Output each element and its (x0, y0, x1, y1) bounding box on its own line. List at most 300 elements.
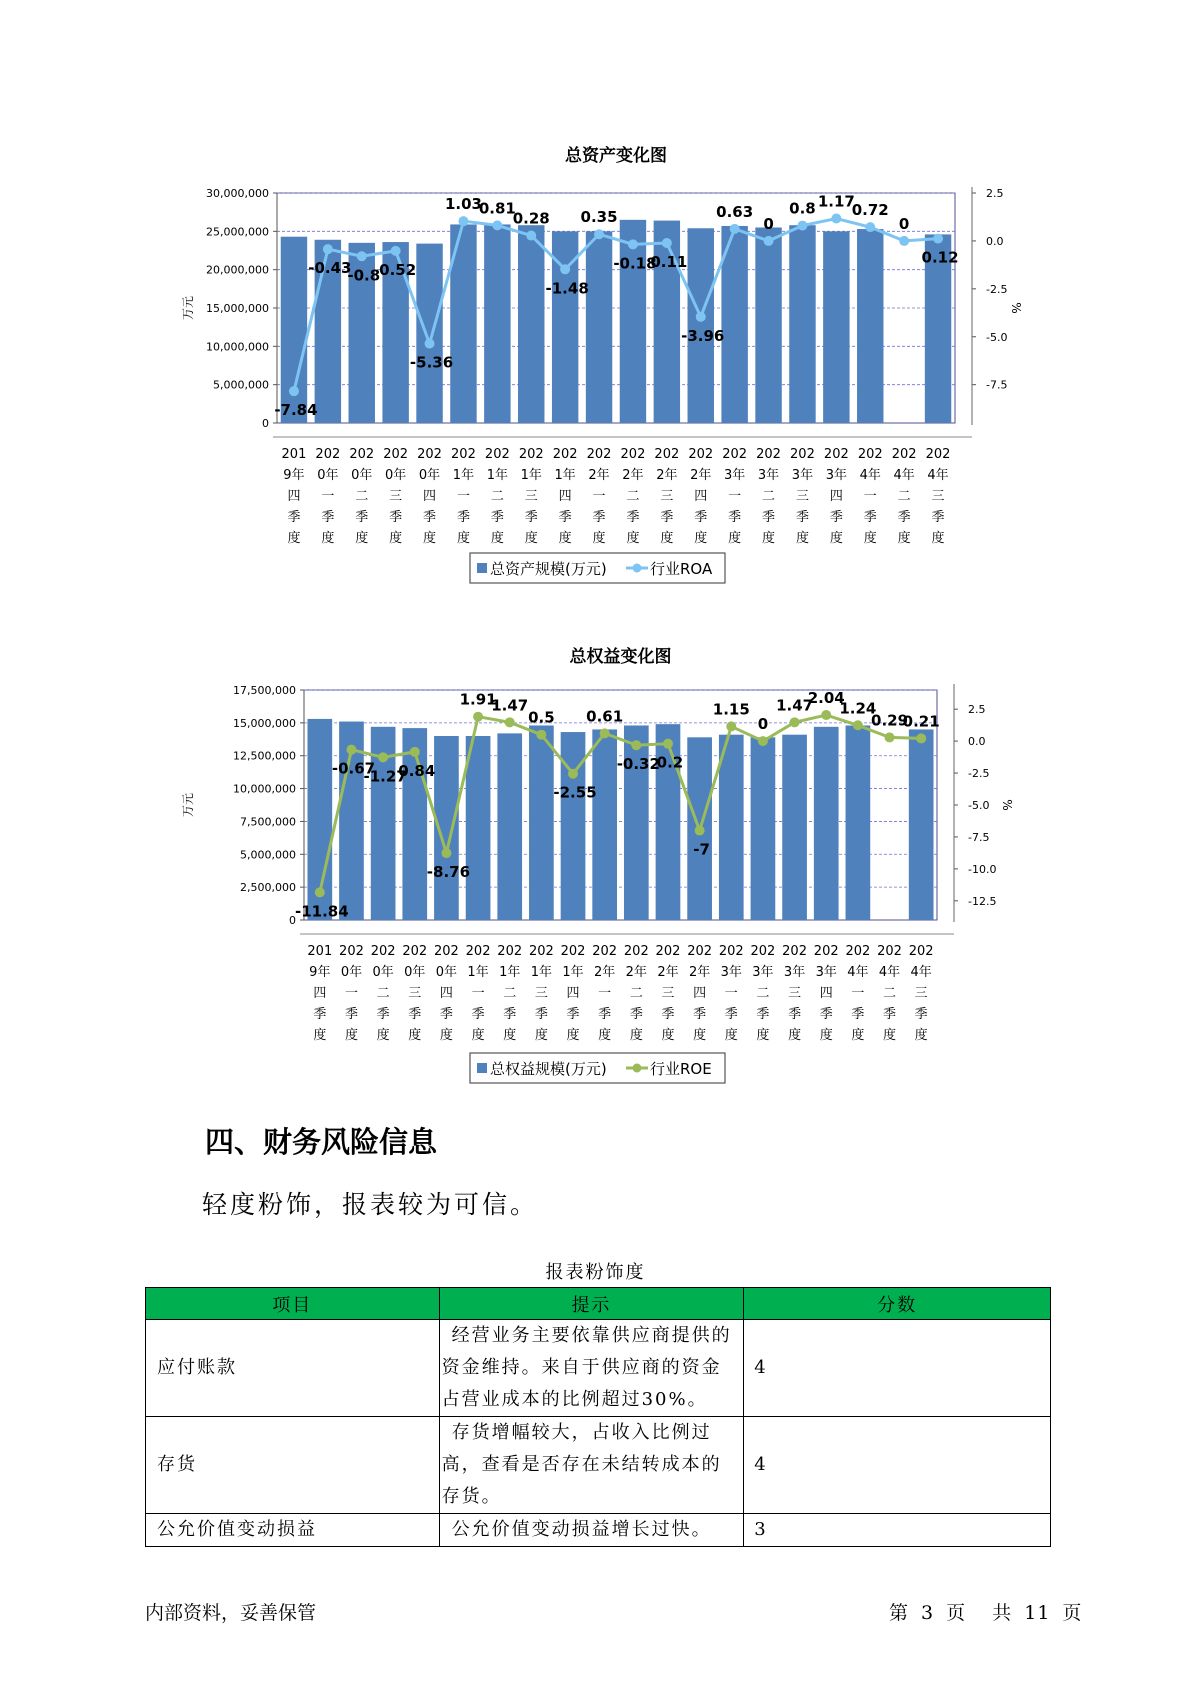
x-tick-label: 202 (845, 944, 871, 959)
x-tick-label: 度 (524, 531, 538, 546)
x-tick-label: 度 (694, 531, 708, 546)
x-tick-label: 度 (592, 531, 606, 546)
x-tick-label: 季 (408, 1007, 422, 1022)
y2-tick-label: -5.0 (986, 330, 1008, 344)
x-tick-label: 四 (423, 489, 437, 504)
x-tick-label: 度 (503, 1028, 517, 1043)
x-tick-label: 季 (287, 510, 301, 525)
y-axis-label: 万元 (181, 792, 195, 818)
bar (654, 221, 680, 423)
bar (719, 735, 744, 920)
y-tick-label: 25,000,000 (206, 225, 269, 239)
x-tick-label: 202 (434, 944, 459, 959)
row-score: 4 (744, 1417, 1051, 1514)
data-label: 0.8 (789, 199, 816, 218)
data-label: 0.29 (871, 711, 909, 730)
x-tick-label: 季 (471, 1007, 485, 1022)
line-point (323, 244, 333, 254)
data-label: -0.67 (331, 759, 376, 778)
row-item: 存货 (146, 1417, 440, 1514)
x-tick-label: 度 (471, 1028, 485, 1043)
data-label: 0 (898, 214, 910, 233)
data-label: -0.8 (347, 266, 381, 285)
data-label: 0.72 (851, 201, 889, 220)
data-label: 0.5 (528, 708, 555, 727)
data-label: 1.15 (712, 700, 750, 719)
table-caption: 报表粉饰度 (545, 1262, 646, 1283)
y2-tick-label: -10.0 (968, 862, 997, 876)
y-tick-label: 15,000,000 (206, 302, 269, 315)
x-tick-label: 季 (344, 1007, 358, 1022)
x-tick-label: 度 (851, 1028, 865, 1043)
x-tick-label: 季 (762, 510, 776, 525)
x-tick-label: 三 (389, 489, 403, 504)
x-tick-label: 四 (566, 986, 580, 1001)
data-label: -7.84 (274, 401, 318, 420)
x-tick-label: 2年 (656, 468, 678, 483)
x-tick-label: 季 (897, 510, 911, 525)
x-tick-label: 3年 (752, 965, 774, 980)
data-label: -0.43 (308, 259, 352, 278)
data-label: 1.91 (459, 690, 497, 709)
x-tick-label: 季 (566, 1007, 580, 1022)
x-tick-label: 四 (829, 489, 843, 504)
y-tick-label: 7,500,000 (240, 815, 296, 829)
x-tick-label: 202 (908, 944, 934, 959)
whitewash-table (145, 1287, 1051, 1547)
bar (466, 736, 491, 920)
y2-tick-label: -12.5 (968, 894, 997, 908)
footer-confidential: 内部资料，妥善保管 (145, 1602, 317, 1624)
x-tick-label: 季 (313, 1007, 327, 1022)
x-tick-label: 202 (823, 447, 849, 462)
y-tick-label: 0 (289, 914, 296, 927)
x-tick-label: 季 (756, 1007, 770, 1022)
x-tick-label: 季 (863, 510, 877, 525)
x-tick-label: 一 (863, 489, 877, 504)
x-tick-label: 度 (819, 1028, 833, 1043)
row-hint: 公允价值变动损益增长过快。 (439, 1514, 744, 1547)
total-unit: 页 (1062, 1602, 1083, 1624)
x-tick-label: 度 (897, 531, 911, 546)
y2-tick-label: -7.5 (986, 378, 1008, 392)
data-label: -0.32 (616, 755, 660, 774)
x-tick-label: 0年 (404, 965, 426, 980)
x-tick-label: 202 (687, 944, 713, 959)
x-tick-label: 1年 (499, 965, 521, 980)
x-tick-label: 度 (389, 531, 403, 546)
data-label: -7 (693, 840, 710, 859)
x-tick-label: 202 (688, 447, 714, 462)
x-tick-label: 202 (756, 447, 781, 462)
line-point (526, 231, 536, 241)
x-tick-label: 季 (883, 1007, 897, 1022)
x-tick-label: 四 (439, 986, 453, 1001)
data-label: -1.48 (545, 279, 589, 298)
x-tick-label: 季 (355, 510, 369, 525)
x-tick-label: 季 (629, 1007, 643, 1022)
row-hint: 经营业务主要依靠供应商提供的资金维持。来自于供应商的资金占营业成本的比例超过30%。 (439, 1320, 744, 1417)
x-tick-label: 二 (756, 986, 770, 1001)
line-point (425, 339, 435, 349)
line-point (492, 220, 502, 230)
line-point (726, 721, 736, 731)
header-item: 项目 (146, 1288, 440, 1320)
line-point (289, 386, 299, 396)
x-tick-label: 202 (654, 447, 680, 462)
x-tick-label: 度 (408, 1028, 422, 1043)
line-point (662, 238, 672, 248)
x-tick-label: 季 (592, 510, 606, 525)
line-point (899, 236, 909, 246)
page-unit: 页 (946, 1602, 967, 1624)
y2-tick-label: -2.5 (968, 767, 990, 781)
total-prefix: 共 (992, 1602, 1013, 1624)
x-tick-label: 一 (471, 986, 485, 1001)
y2-tick-label: -2.5 (986, 282, 1008, 296)
x-tick-label: 0年 (351, 468, 373, 483)
y-tick-label: 10,000,000 (233, 782, 296, 796)
total-equity-chart (0, 640, 1191, 1100)
x-tick-label: 4年 (893, 468, 915, 483)
x-tick-label: 201 (307, 944, 333, 959)
x-tick-label: 202 (813, 944, 839, 959)
x-tick-label: 202 (750, 944, 776, 959)
x-tick-label: 1年 (554, 468, 576, 483)
x-tick-label: 三 (795, 489, 809, 504)
x-tick-label: 四 (558, 489, 572, 504)
x-tick-label: 度 (629, 1028, 643, 1043)
legend-line-marker (633, 564, 642, 573)
x-tick-label: 季 (439, 1007, 453, 1022)
y-tick-label: 17,500,000 (233, 684, 296, 697)
data-label: -1.27 (363, 767, 407, 786)
data-label: -2.55 (553, 783, 597, 802)
x-tick-label: 季 (534, 1007, 548, 1022)
x-tick-label: 202 (451, 447, 476, 462)
x-tick-label: 3年 (720, 965, 742, 980)
x-tick-label: 202 (620, 447, 646, 462)
table-header-row (146, 1288, 1051, 1320)
x-tick-label: 度 (788, 1028, 802, 1043)
x-tick-label: 季 (626, 510, 640, 525)
chart-title: 总权益变化图 (569, 647, 672, 667)
data-label: 1.24 (839, 699, 877, 718)
x-tick-label: 度 (439, 1028, 453, 1043)
legend-line-label: 行业ROA (650, 560, 713, 578)
bar (529, 725, 554, 920)
line-point (758, 736, 768, 746)
x-tick-label: 度 (490, 531, 504, 546)
line-point (865, 222, 875, 232)
x-tick-label: 202 (925, 447, 951, 462)
x-tick-label: 季 (724, 1007, 738, 1022)
x-tick-label: 季 (851, 1007, 865, 1022)
x-tick-label: 4年 (878, 965, 901, 980)
x-tick-label: 三 (534, 986, 548, 1001)
x-tick-label: 202 (592, 944, 618, 959)
line-point (797, 221, 807, 231)
data-label: -3.96 (681, 326, 725, 345)
line-point (600, 728, 610, 738)
x-tick-label: 季 (931, 510, 945, 525)
x-tick-label: 季 (829, 510, 843, 525)
total-assets-chart (0, 140, 1191, 600)
x-tick-label: 四 (693, 986, 707, 1001)
x-tick-label: 0年 (418, 468, 441, 483)
y-tick-label: 5,000,000 (240, 848, 296, 862)
data-label: 0.81 (478, 199, 516, 218)
row-hint: 存货增幅较大，占收入比例过高，查看是否存在未结转成本的存货。 (439, 1417, 744, 1514)
x-tick-label: 202 (891, 447, 917, 462)
x-tick-label: 202 (623, 944, 649, 959)
section-summary: 轻度粉饰，报表较为可信。 (202, 1190, 539, 1219)
x-tick-label: 202 (877, 944, 902, 959)
x-tick-label: 3年 (825, 468, 847, 483)
x-tick-label: 202 (560, 944, 586, 959)
y2-tick-label: -7.5 (968, 830, 990, 844)
row-item: 应付账款 (146, 1320, 440, 1417)
x-tick-label: 4年 (910, 965, 932, 980)
x-tick-label: 三 (524, 489, 538, 504)
y-tick-label: 12,500,000 (233, 749, 296, 763)
x-tick-label: 1年 (562, 965, 584, 980)
line-point (391, 246, 401, 256)
x-tick-label: 三 (661, 986, 675, 1001)
x-tick-label: 202 (465, 944, 491, 959)
y-tick-label: 2,500,000 (240, 881, 296, 895)
bar (857, 229, 883, 423)
y-tick-label: 10,000,000 (206, 340, 269, 354)
x-tick-label: 季 (456, 510, 470, 525)
legend-bar-swatch (477, 1063, 487, 1073)
x-tick-label: 3年 (724, 468, 746, 483)
x-tick-label: 度 (558, 531, 572, 546)
line-point (764, 236, 774, 246)
x-tick-label: 4年 (927, 468, 949, 483)
page-total: 11 (1024, 1602, 1051, 1624)
x-tick-label: 季 (524, 510, 538, 525)
x-tick-label: 度 (423, 531, 437, 546)
line-point (853, 720, 863, 730)
x-tick-label: 度 (287, 531, 301, 546)
x-tick-label: 202 (655, 944, 681, 959)
line-point (916, 733, 926, 743)
x-tick-label: 度 (534, 1028, 548, 1043)
x-tick-label: 4年 (847, 965, 869, 980)
y-tick-label: 0 (262, 417, 269, 430)
data-label: -11.84 (294, 902, 349, 921)
x-tick-label: 二 (883, 986, 897, 1001)
row-score: 3 (744, 1514, 1051, 1547)
x-tick-label: 三 (931, 489, 945, 504)
line-point (560, 264, 570, 274)
line-point (790, 717, 800, 727)
x-tick-label: 四 (313, 986, 327, 1001)
x-tick-label: 9年 (283, 468, 305, 483)
x-tick-label: 季 (598, 1007, 612, 1022)
x-tick-label: 度 (321, 531, 335, 546)
x-tick-label: 度 (376, 1028, 390, 1043)
line-point (473, 712, 483, 722)
data-label: 0 (763, 214, 774, 233)
line-point (696, 312, 706, 322)
page-current: 3 (921, 1602, 935, 1624)
x-tick-label: 一 (728, 489, 742, 504)
x-tick-label: 二 (376, 986, 390, 1001)
x-tick-label: 度 (661, 1028, 675, 1043)
x-tick-label: 202 (552, 447, 578, 462)
y-tick-label: 30,000,000 (206, 187, 269, 200)
x-tick-label: 0年 (317, 468, 339, 483)
data-label: -5.36 (409, 353, 454, 372)
x-tick-label: 202 (315, 447, 341, 462)
x-tick-label: 季 (795, 510, 809, 525)
x-tick-label: 202 (339, 944, 364, 959)
x-tick-label: 9年 (309, 965, 331, 980)
x-tick-label: 季 (693, 1007, 707, 1022)
line-point (594, 229, 604, 239)
x-tick-label: 二 (626, 489, 640, 504)
legend-line-marker (633, 1064, 642, 1073)
y-tick-label: 5,000,000 (213, 378, 269, 392)
header-score: 分数 (744, 1288, 1051, 1320)
page-prefix: 第 (889, 1602, 910, 1624)
x-tick-label: 度 (566, 1028, 580, 1043)
x-tick-label: 4年 (859, 468, 881, 483)
bar (814, 727, 839, 920)
data-label: 0.2 (656, 753, 684, 772)
data-label: 0.52 (379, 260, 417, 279)
table-row (146, 1417, 1051, 1514)
bar (751, 737, 776, 920)
data-label: 1.47 (491, 696, 529, 715)
bar (846, 725, 871, 920)
x-tick-label: 二 (355, 489, 369, 504)
x-tick-label: 202 (722, 447, 748, 462)
x-tick-label: 0年 (372, 965, 394, 980)
line-point (730, 224, 740, 234)
bar (688, 228, 714, 423)
bar (484, 224, 510, 423)
line-point (536, 730, 546, 740)
x-tick-label: 202 (370, 944, 396, 959)
line-point (441, 848, 451, 858)
x-tick-label: 季 (558, 510, 572, 525)
x-tick-label: 季 (660, 510, 674, 525)
x-tick-label: 度 (931, 531, 945, 546)
x-tick-label: 季 (423, 510, 437, 525)
x-tick-label: 三 (788, 986, 802, 1001)
line-point (346, 745, 356, 755)
y2-tick-label: 2.5 (968, 703, 986, 717)
x-tick-label: 一 (456, 489, 470, 504)
line-point (505, 717, 515, 727)
x-tick-label: 三 (660, 489, 674, 504)
x-tick-label: 度 (762, 531, 776, 546)
y-tick-label: 15,000,000 (233, 716, 296, 730)
x-tick-label: 一 (321, 489, 335, 504)
legend-bar-label: 总权益规模(万元) (490, 1060, 607, 1078)
y2-tick-label: 0.0 (968, 735, 986, 749)
line-point (885, 732, 895, 742)
data-label: 1.17 (817, 192, 855, 211)
x-tick-label: 1年 (520, 468, 542, 483)
line-point (458, 216, 468, 226)
x-tick-label: 0年 (435, 965, 458, 980)
line-point (357, 251, 367, 261)
data-label: 0.84 (398, 761, 436, 780)
line-point (631, 740, 641, 750)
table-row (146, 1514, 1051, 1547)
y2-axis-label: % (1000, 799, 1014, 811)
line-point (628, 239, 638, 249)
x-tick-label: 二 (490, 489, 504, 504)
bar (620, 220, 646, 423)
x-tick-label: 度 (313, 1028, 327, 1043)
x-tick-label: 度 (728, 531, 742, 546)
x-tick-label: 季 (788, 1007, 802, 1022)
x-tick-label: 度 (863, 531, 877, 546)
data-label: 0.35 (580, 208, 618, 227)
x-tick-label: 三 (408, 986, 422, 1001)
line-point (410, 747, 420, 757)
bar (909, 729, 934, 920)
x-tick-label: 3年 (783, 965, 806, 980)
x-tick-label: 2年 (588, 468, 610, 483)
bar (592, 729, 617, 920)
x-tick-label: 201 (281, 447, 307, 462)
x-tick-label: 四 (819, 986, 833, 1001)
legend-bar-swatch (477, 563, 487, 573)
data-label: 1.03 (444, 195, 482, 214)
x-tick-label: 季 (661, 1007, 675, 1022)
x-tick-label: 3年 (791, 468, 814, 483)
x-tick-label: 季 (376, 1007, 390, 1022)
bar (402, 728, 427, 920)
x-tick-label: 202 (782, 944, 807, 959)
x-tick-label: 202 (417, 447, 442, 462)
data-label: -0.18 (613, 254, 657, 273)
data-label: 0.61 (586, 707, 624, 726)
footer-page-number (883, 1598, 1088, 1625)
x-tick-label: 度 (660, 531, 674, 546)
x-tick-label: 一 (598, 986, 612, 1001)
x-tick-label: 季 (490, 510, 504, 525)
y2-tick-label: -5.0 (968, 799, 990, 812)
bar (755, 228, 781, 424)
x-tick-label: 度 (693, 1028, 707, 1043)
header-hint: 提示 (439, 1288, 744, 1320)
x-tick-label: 0年 (385, 468, 407, 483)
x-tick-label: 2年 (622, 468, 644, 483)
x-tick-label: 202 (790, 447, 815, 462)
line-point (831, 213, 841, 223)
y2-axis-label: % (1009, 302, 1023, 314)
data-label: 2.04 (807, 689, 845, 708)
y-axis-label: 万元 (181, 295, 195, 321)
x-tick-label: 二 (503, 986, 517, 1001)
x-tick-label: 度 (914, 1028, 928, 1043)
x-tick-label: 度 (829, 531, 843, 546)
x-tick-label: 202 (484, 447, 510, 462)
line-point (663, 739, 673, 749)
line-point (568, 769, 578, 779)
data-label: 0.11 (650, 253, 688, 272)
x-tick-label: 202 (497, 944, 523, 959)
bar (782, 735, 807, 920)
x-tick-label: 季 (389, 510, 403, 525)
